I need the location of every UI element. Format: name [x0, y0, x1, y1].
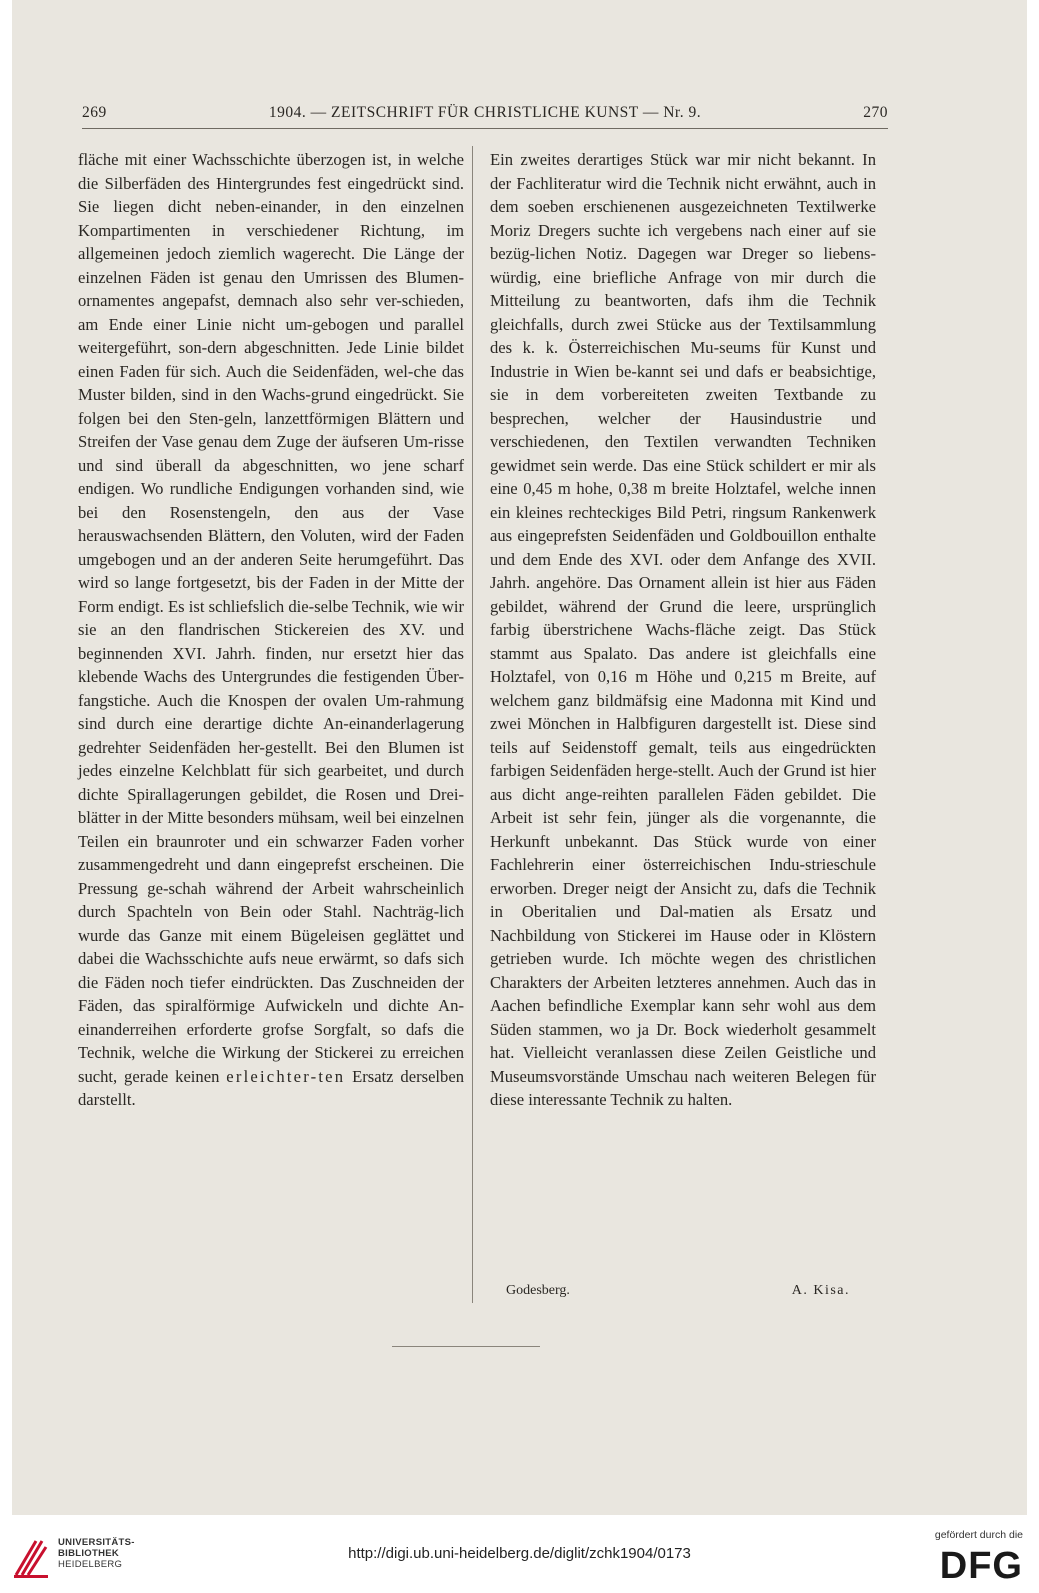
footer-bar	[0, 1515, 1039, 1593]
emphasized-word: erleichter-ten	[226, 1066, 346, 1086]
funded-by-label: gefördert durch die	[934, 1529, 1023, 1541]
page-number-right: 270	[863, 104, 888, 121]
header-rule	[82, 128, 888, 129]
right-column-text: Ein zweites derartiges Stück war mir nicht bekannt. In der Fachliteratur wird die Technik nicht erwähnt, auch in dem soeben erschienenen ausgezeichneten Textilwerke Moriz Dregers suchte ich vergebens nach einer auf sie bezüg-lichen Notiz. Dagegen war Dreger so liebens-würdig, eine briefliche Anfrage von mir durch die Mitteilung zu beantworten, dafs ihm die Technik gleichfalls, durch zwei Stücke aus der Textilsammlung des k. k. Österreichischen Mu-seums für Kunst und Industrie in Wien be-kannt sei und dafs er beabsichtige, sie in dem vorbereiteten zweiten Textbande zu besprechen, welcher der Hausindustrie und verschiedenen, den Textilen verwandten Techniken gewidmet sein werde. Das eine Stück schildert er mir als eine 0,45 m hohe, 0,38 m breite Holztafel, welche innen ein kleines rechteckiges Bild Petri, ringsum Rankenwerk aus eingeprefsten Seidenfäden und Goldbouillon enthalte und dem Ende des XVI. oder dem Anfange des XVII. Jahrh. angehöre. Das Ornament allein ist hier aus Fäden gebildet, während der Grund die leere, ursprünglich farbig überstrichene Wachs-fläche zeigt. Das Stück stammt aus Spalato. Das andere ist gleichfalls eine Holztafel, von 0,16 m Höhe und 0,215 m Breite, auf welchem ganz bildmäfsig eine Madonna mit Kind und zwei Mönchen in Halbfiguren dargestellt ist. Diese sind teils auf Seidenstoff gemalt, teils aus eingedrückten farbigen Seidenfäden herge-stellt. Auch der Grund ist hier aus dicht ange-reihten parallelen Fäden gebildet. Die Arbeit ist sehr fein, jünger als die vorgenannte, die Herkunft unbekannt. Das Stück wurde von einer Fachlehrerin einer österreichischen Indu-strieschule erworben. Dreger neigt der Ansicht zu, dafs die Technik in Oberitalien und Dal-matien als Ersatz und Nachbildung von Stickerei im Hause oder in Klöstern getrieben wurde. Ich möchte wegen des christlichen Charakters der Arbeiten letzteres annehmen. Auch das in Aachen befindliche Exemplar kann sehr wohl aus dem Süden stammen, wo ja Dr. Bock wiederholt gesammelt hat. Vielleicht veranlassen diese Zeilen Geistliche und Museumsvorstände Umschau nach weiteren Belegen für diese interessante Technik zu halten.	[490, 150, 876, 1109]
right-column	[490, 148, 876, 1112]
permalink-url[interactable]: http://digi.ub.uni-heidelberg.de/diglit/zchk1904/0173	[348, 1545, 691, 1562]
left-column-text	[78, 148, 464, 1112]
library-line-3: HEIDELBERG	[58, 1559, 123, 1570]
journal-title: 1904. — ZEITSCHRIFT FÜR CHRISTLICHE KUNST — Nr. 9.	[268, 104, 702, 121]
signature-author: A. Kisa.	[791, 1283, 850, 1298]
left-column-tail: Ersatz derselben darstellt.	[78, 1066, 464, 1109]
page-number-left: 269	[82, 104, 107, 121]
left-column	[78, 148, 464, 1112]
library-line-2: BIBLIOTHEK	[58, 1548, 120, 1559]
left-column-body: fläche mit einer Wachsschichte überzogen ist, in welche die Silberfäden des Hintergrundes fest eingedrückt sind. Sie liegen dicht neben-einander, in den einzelnen Kompartimenten in verschiedener Richtung, im allgemeinen jedoch ziemlich wagerecht. Die Länge der einzelnen Fäden ist genau den Umrissen des Blumen-ornamentes angepafst, demnach also sehr ver-schieden, am Ende einer Linie nicht um-gebogen und parallel weitergeführt, son-dern abgeschnitten. Jede Linie bildet einen Faden für sich. Auch die Seidenfäden, wel-che das Muster bilden, sind in den Wachs-grund eingedrückt. Sie folgen bei den Sten-geln, lanzettförmigen Blättern und Streifen der Vase genau dem Zuge der äufseren Um-risse und sind überall da abgeschnitten, wo jene scharf endigen. Wo rundliche Endigungen vorhanden sind, wie bei den Rosenstengeln, den aus der Vase herauswachsenden Blättern, den Voluten, wird der Faden umgebogen und an der anderen Seite herumgeführt. Das wird so lange fortgesetzt, bis der Faden in der Mitte der Form endigt. Es ist schliefslich die-selbe Technik, wie wir sie an den flandrischen Stickereien des XV. und beginnenden XVI. Jahrh. finden, nur ersetzt hier das klebende Wachs des Untergrundes die festigenden Über-fangstiche. Auch die Knospen der ovalen Um-rahmung sind durch eine derartige dichte An-einanderlagerung gedrehter Seidenfäden her-gestellt. Bei den Blumen ist jedes einzelne Kelchblatt für sich gearbeitet, und durch dichte Spirallagerungen gebildet, die Rosen und Drei-blätter in der Mitte besonders mühsam, weil bei einzelnen Teilen ein braunroter und ein schwarzer Faden vorher zusammengedreht und dann eingeprefst erscheinen. Die Pressung ge-schah während der Arbeit wahrscheinlich durch Spachteln von Bein oder Stahl. Nachträg-lich wurde das Ganze mit einem Bügeleisen geglättet und dabei die Wachsschichte aufs neue erwärmt, so dafs sich die Fäden noch tiefer eindrückten. Das Zuschneiden der Fäden, das spiralförmige Aufwickeln und dichte An-einanderreihen erforderte grofse Sorgfalt, so dafs die Technik, welche die Wirkung der Stickerei zu erreichen sucht, gerade keinen	[78, 150, 464, 1086]
column-separator	[472, 146, 473, 1303]
end-rule	[392, 1346, 540, 1347]
signature-place: Godesberg.	[506, 1283, 570, 1298]
library-line-1: UNIVERSITÄTS-	[58, 1537, 135, 1548]
dfg-logo: DFG	[939, 1545, 1023, 1587]
